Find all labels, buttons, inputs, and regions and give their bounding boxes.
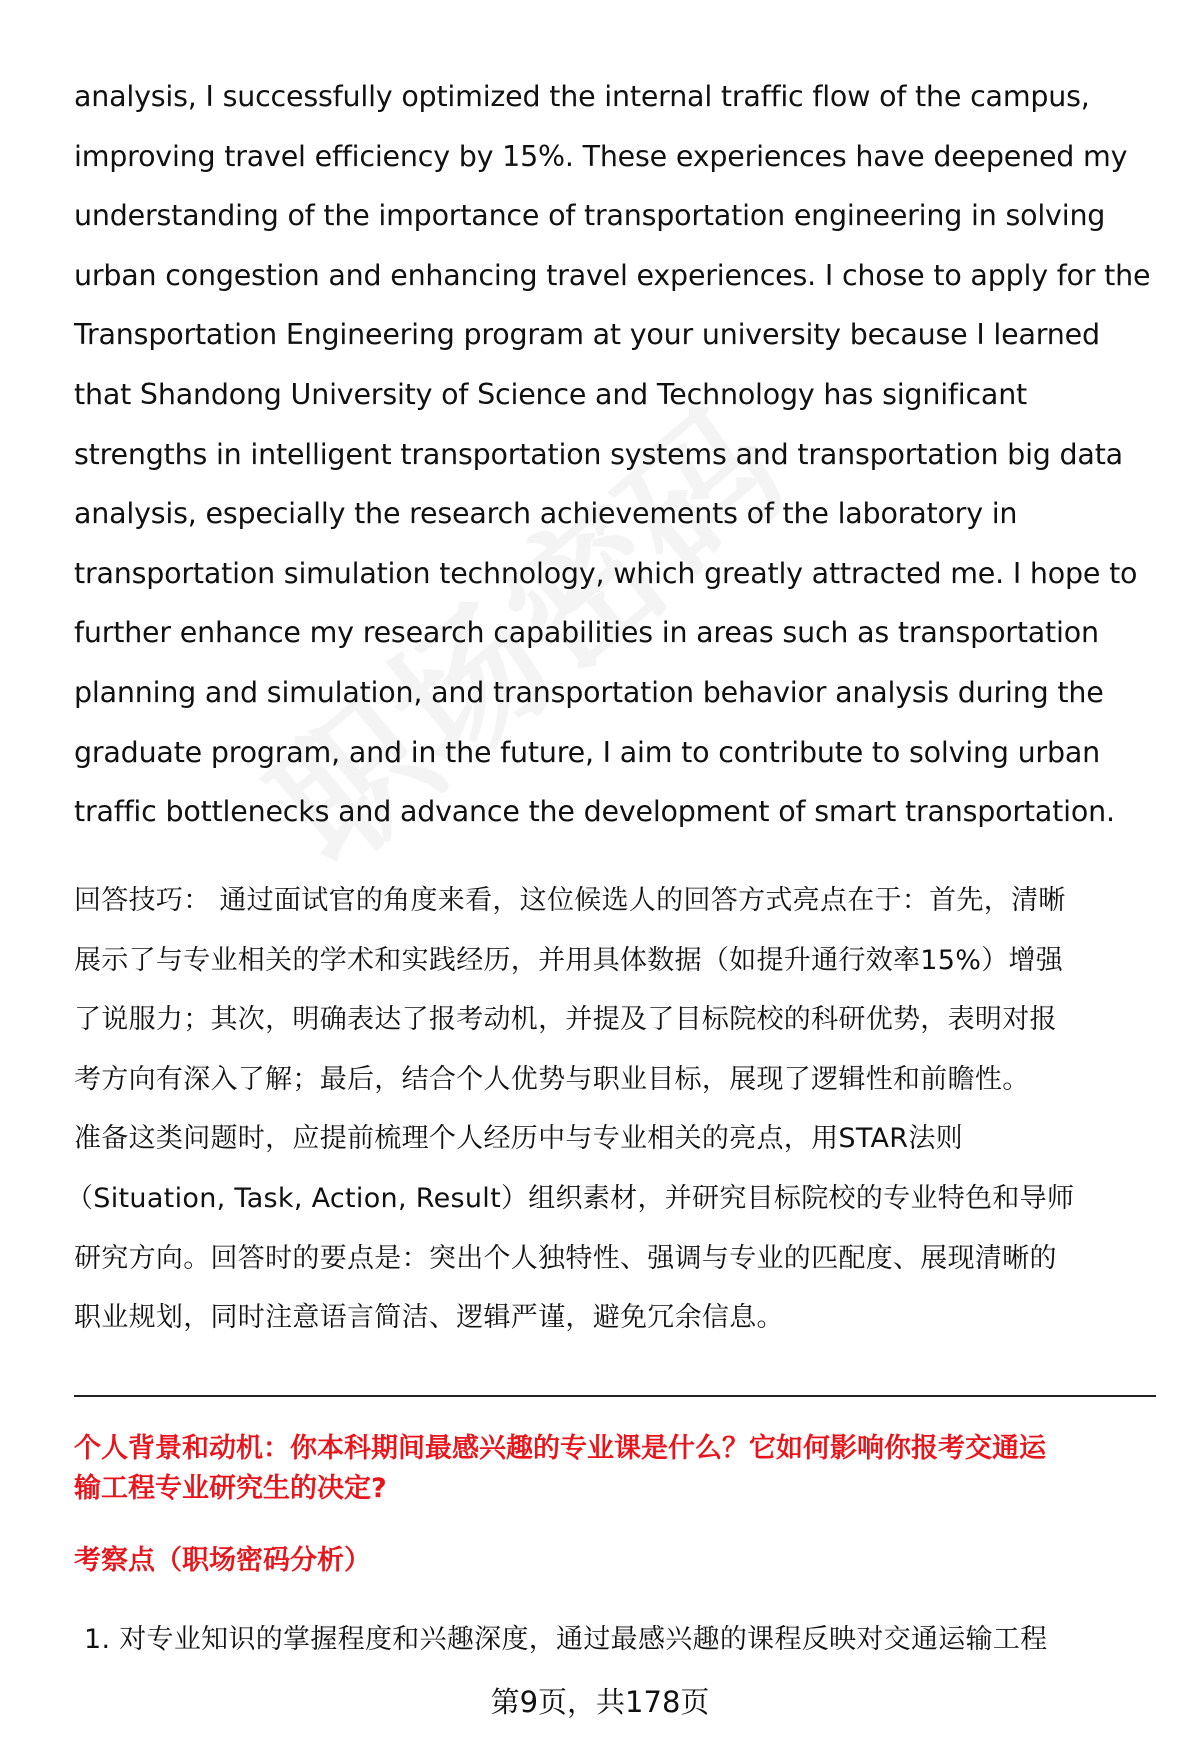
question-line: 个人背景和动机：你本科期间最感兴趣的专业课是什么？它如何影响你报考交通运 bbox=[74, 1433, 1046, 1464]
divider bbox=[74, 1395, 1156, 1397]
text-line: Transportation Engineering program at your university because I learned bbox=[74, 318, 1100, 352]
text-line: graduate program, and in the future, I aim to contribute to solving urban bbox=[74, 735, 1100, 769]
text-line: 回答技巧： 通过面试官的角度来看，这位候选人的回答方式亮点在于：首先，清晰 bbox=[74, 885, 1066, 916]
section-heading: 考察点（职场密码分析） bbox=[74, 1545, 371, 1576]
text-line: understanding of the importance of transportation engineering in solving bbox=[74, 199, 1106, 233]
text-line: improving travel efficiency by 15%. These experiences have deepened my bbox=[74, 139, 1128, 173]
text-line: analysis, especially the research achievements of the laboratory in bbox=[74, 497, 1018, 531]
text-line: analysis, I successfully optimized the internal traffic flow of the campus, bbox=[74, 80, 1090, 113]
text-line: traffic bottlenecks and advance the development of smart transportation. bbox=[74, 795, 1115, 829]
text-line: 准备这类问题时，应提前梳理个人经历中与专业相关的亮点，用STAR法则 bbox=[74, 1123, 963, 1155]
text-line: 职业规划，同时注意语言简洁、逻辑严谨，避免冗余信息。 bbox=[74, 1302, 784, 1334]
text-line: urban congestion and enhancing travel experiences. I chose to apply for the bbox=[74, 258, 1151, 292]
text-line: 展示了与专业相关的学术和实践经历，并用具体数据（如提升通行效率15%）增强 bbox=[74, 944, 1064, 976]
text-line: transportation simulation technology, which greatly attracted me. I hope to bbox=[74, 556, 1138, 590]
text-line: （Situation, Task, Action, Result）组织素材，并研究目标院校的专业特色和导师 bbox=[66, 1183, 1075, 1214]
text-line: 研究方向。回答时的要点是：突出个人独特性、强调与专业的匹配度、展现清晰的 bbox=[74, 1242, 1057, 1274]
text-line: that Shandong University of Science and Technology has significant bbox=[74, 378, 1028, 411]
question-line: 输工程专业研究生的决定? bbox=[74, 1473, 387, 1504]
text-line: further enhance my research capabilities in areas such as transportation bbox=[74, 616, 1099, 650]
text-line: 考方向有深入了解；最后，结合个人优势与职业目标，展现了逻辑性和前瞻性。 bbox=[74, 1063, 1030, 1095]
list-item: 1. 对专业知识的掌握程度和兴趣深度，通过最感兴趣的课程反映对交通运输工程 bbox=[84, 1624, 1048, 1655]
text-line: strengths in intelligent transportation systems and transportation big data bbox=[74, 437, 1123, 471]
text-line: 了说服力；其次，明确表达了报考动机，并提及了目标院校的科研优势，表明对报 bbox=[74, 1004, 1057, 1036]
text-line: planning and simulation, and transportation behavior analysis during the bbox=[74, 676, 1104, 709]
page-footer: 第9页，共178页 bbox=[490, 1685, 710, 1719]
